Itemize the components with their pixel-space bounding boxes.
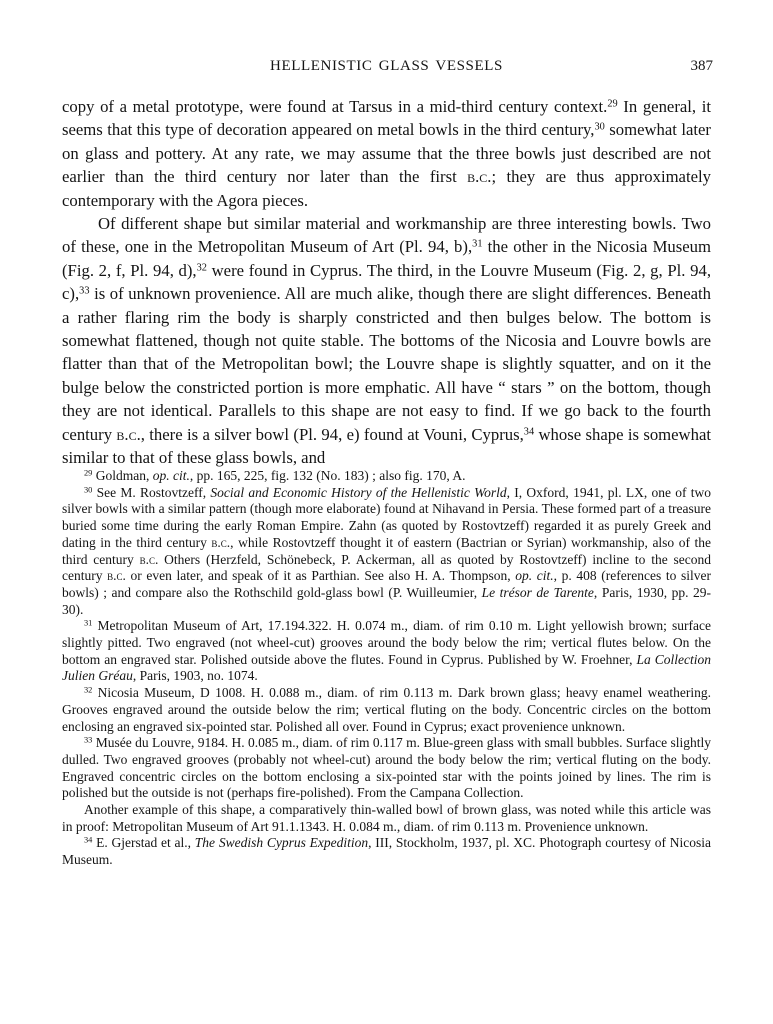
text-run: Musée du Louvre, 9184. H. 0.085 m., diam. of rim 0.117 m. Blue-green glass with small bubbles. Surface slightly dulled. Two engraved grooves (probably not wheel-cut) around the body below the rim; vertical fluting on the body. Engraved concentric circles on the bottom enclosing a six-pointed star with the points joined by lines. The rim is polished but the outside is not (perhaps fire-polished). From the Campana Collection. <box>62 735 711 801</box>
era-abbrev: b.c. <box>139 551 159 567</box>
footnote-number: 32 <box>84 685 93 695</box>
text-run: , pp. 165, 225, fig. 132 (No. 183) ; also fig. 170, A. <box>189 468 466 483</box>
text-run: Nicosia Museum, D 1008. H. 0.088 m., diam. of rim 0.113 m. Dark brown glass; heavy enamel weathering. Grooves engraved around the outside below the rim; vertical fluting on the body. Concentric circles on the bottom enclosing an engraved six-pointed star. Polished all over. Found in Cyprus; exact provenience unknown. <box>62 685 711 734</box>
text-run: In general, it seems that this type of decoration appeared on metal bowls in the third century, <box>62 97 711 140</box>
footnote-ref-31: 31 <box>472 238 483 250</box>
footnote-29 <box>62 468 711 485</box>
paragraph-2 <box>62 212 711 469</box>
text-run: or even later, and speak of it as Parthian. See also H. A. Thompson, <box>125 568 516 584</box>
page-header <box>60 58 713 80</box>
text-run: E. Gjerstad et al., <box>92 835 195 851</box>
footnote-ref-33: 33 <box>79 285 90 297</box>
footnote-ref-30: 30 <box>594 121 605 133</box>
italic-text: op. cit. <box>515 568 554 584</box>
text-run: whose shape is somewhat similar to that of these glass bowls, and <box>62 424 711 468</box>
footnote-number: 34 <box>84 835 93 845</box>
text-run: somewhat later on glass and pottery. At any rate, we may assume that the three bowls just described are not earlier than the third century nor later than the first <box>62 120 711 187</box>
text-run: copy of a metal prototype, were found at Tarsus in a mid-third century context. <box>62 97 608 116</box>
text-run: ; they are thus approximately contemporary with the Agora pieces. <box>62 167 711 210</box>
text-run: , I, Oxford, 1941, pl. LX, one of two silver bowls with a similar pattern (though more elaborate) found at Nihavand in Persia. These formed part of a treasure buried some time during the early Roman Empire. Zahn (as quoted by Rostovtzeff) regarded it as purely Greek and dating in the third century <box>62 484 711 550</box>
footnote-34 <box>62 835 711 868</box>
italic-text: La Collection Julien Gréau <box>62 651 711 684</box>
text-run: , p. 408 (references to silver bowls) ; and compare also the Rothschild gold-glass bowl (P. Wuilleumier, <box>62 568 711 600</box>
era-abbrev: b.c. <box>116 424 141 444</box>
footnote-ref-32: 32 <box>196 262 207 274</box>
footnotes <box>62 468 711 869</box>
text-run: , III, Stockholm, 1937, pl. XC. Photograph courtesy of Nicosia Museum. <box>62 835 711 868</box>
italic-text: The Swedish Cyprus Expedition <box>194 835 369 851</box>
footnote-32 <box>62 685 711 735</box>
footnote-ref-29: 29 <box>607 98 618 110</box>
text-run: is of unknown provenience. All are much alike, though there are slight differences. Beneath a rather flaring rim the body is sharply constricted and then bulges below. The bottom is somewhat flattened, though not quite stable. The bottoms of the Nicosia and Louvre bowls are flatter than that of the Metropolitan bowl; the Louvre shape is slightly squatter, and on it the bulge below the constricted portion is more emphatic. All have “ stars ” on the bottom, though they are not identical. Parallels to this shape are not easy to find. If we go back to the fourth century <box>62 284 711 444</box>
text-run: were found in Cyprus. The third, in the Louvre Museum (Fig. 2, g, Pl. 94, c), <box>62 260 711 304</box>
footnote-ref-34: 34 <box>523 426 535 437</box>
main-text <box>62 95 711 470</box>
italic-text: Social and Economic History of the Hellenistic World <box>210 484 507 500</box>
text-run: See M. Rostovtzeff, <box>92 484 211 500</box>
footnote-33-continuation: Another example of this shape, a comparatively thin-walled bowl of brown glass, was noted while this article was in proof: Metropolitan Museum of Art 91.1.1343. H. 0.084 m., diam. of rim 0.113 m. Provenience unknown. <box>62 802 711 834</box>
footnote-31 <box>62 618 711 685</box>
text-run: Goldman, <box>92 468 153 483</box>
footnote-33 <box>62 735 711 802</box>
era-abbrev: b.c. <box>211 534 231 550</box>
text-run: , Paris, 1903, no. 1074. <box>132 668 258 684</box>
page-number: 387 <box>690 58 713 74</box>
text-run: Others (Herzfeld, Schönebeck, P. Ackerman, all as quoted by Rostovtzeff) incline to the second century <box>62 551 711 584</box>
text-run: , while Rostovtzeff thought it of eastern (Bactrian or Syrian) workmanship, also of the third century <box>62 534 711 567</box>
text-run: , there is a silver bowl (Pl. 94, e) found at Vouni, Cyprus, <box>140 424 524 444</box>
italic-text: Le trésor de Tarente <box>481 584 594 600</box>
era-abbrev: b.c. <box>467 167 492 187</box>
text-run: Metropolitan Museum of Art, 17.194.322. H. 0.074 m., diam. of rim 0.10 m. Light yellowish brown; surface slightly pitted. Two engraved (not wheel-cut) grooves around the body below the rim; vertical flutes below. On the bottom an engraved star. Polished outside above the flutes. Found in Cyprus. Published by W. Froehner, <box>62 618 711 667</box>
footnote-number: 29 <box>84 468 93 478</box>
footnote-30 <box>62 485 711 619</box>
running-title: HELLENISTIC GLASS VESSELS <box>270 58 503 74</box>
era-abbrev: b.c. <box>107 568 126 584</box>
footnote-number: 33 <box>84 735 93 745</box>
footnote-number: 31 <box>84 618 93 628</box>
text-run: , Paris, 1930, pp. 29-30). <box>62 584 712 617</box>
paragraph-1 <box>62 95 711 212</box>
text-run: the other in the Nicosia Museum (Fig. 2, f, Pl. 94, d), <box>62 237 711 280</box>
footnote-number: 30 <box>84 485 93 495</box>
text-run: Of different shape but similar material and workmanship are three interesting bowls. Two of these, one in the Metropolitan Museum of Art (Pl. 94, b), <box>62 214 711 257</box>
italic-text: op. cit. <box>152 468 190 483</box>
